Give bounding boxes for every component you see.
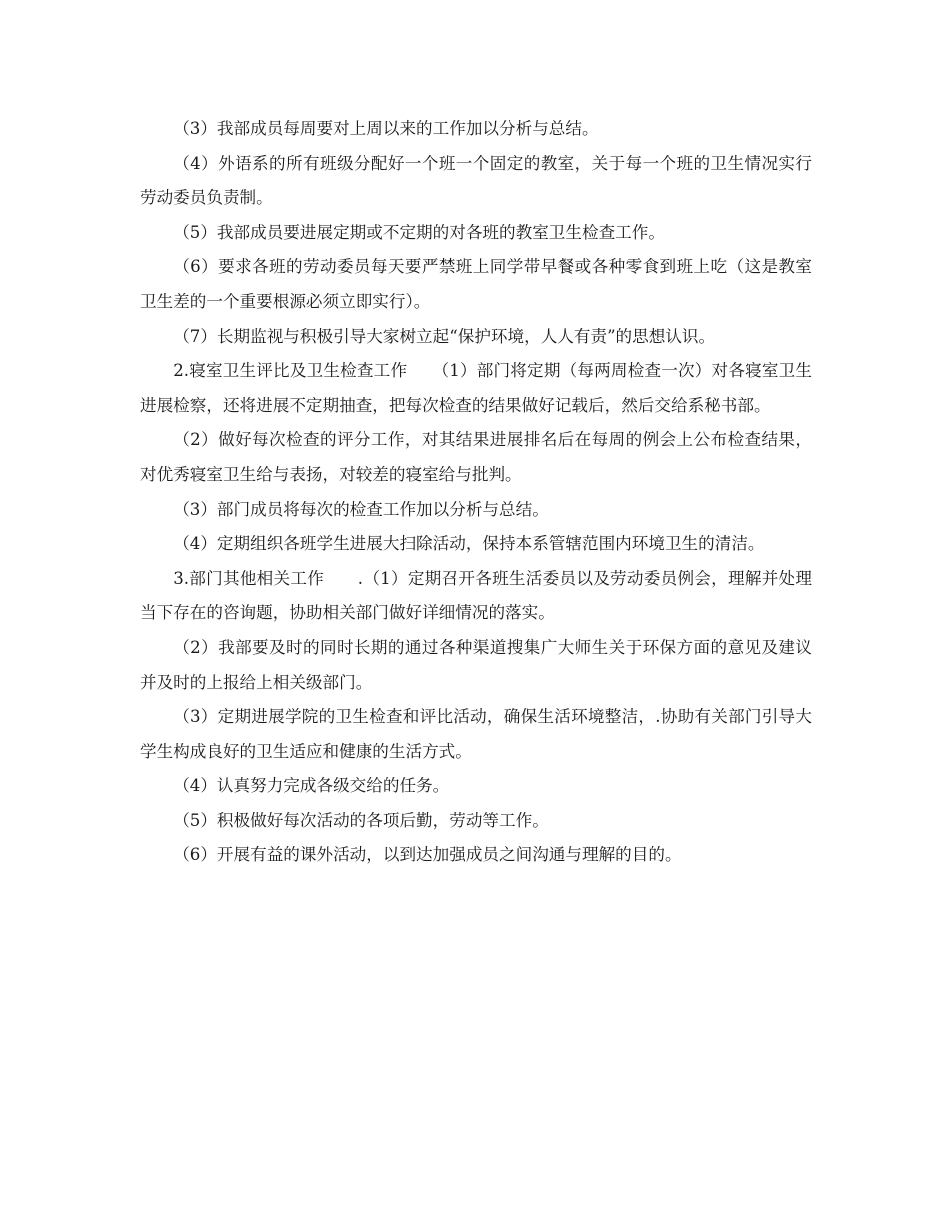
paragraph-9: （4）定期组织各班学生进展大扫除活动，保持本系管辖范围内环境卫生的清洁。 [173,534,765,554]
document-body [140,112,812,873]
paragraph-4: （6）要求各班的劳动委员每天要严禁班上同学带早餐或各种零食到班上吃（这是教室卫生差的一个重要根源必须立即实行）。 [140,257,812,311]
paragraph-7: （2）做好每次检查的评分工作，对其结果进展排名后在每周的例会上公布检查结果，对优秀寝室卫生给与表扬，对较差的寝室给与批判。 [140,430,812,484]
paragraph-11: （2）我部要及时的同时长期的通过各种渠道搜集广大师生关于环保方面的意见及建议并及时的上报给上相关级部门。 [140,637,812,692]
paragraph-14: （5）积极做好每次活动的各项后勤，劳动等工作。 [173,810,549,830]
paragraph-6: 2.寝室卫生评比及卫生检查工作 （1）部门将定期（每两周检查一次）对各寝室卫生进展检察，还将进展不定期抽查，把每次检查的结果做好记载后，然后交给系秘书部。 [140,361,812,415]
paragraph-8: （3）部门成员将每次的检查工作加以分析与总结。 [173,499,549,519]
paragraph-5: （7）长期监视与积极引导大家树立起“保护环境，人人有责”的思想认识。 [173,326,716,346]
paragraph-13: （4）认真努力完成各级交给的任务。 [173,776,450,796]
paragraph-12: （3）定期进展学院的卫生检查和评比活动，确保生活环境整洁，.协助有关部门引导大学生构成良好的卫生适应和健康的生活方式。 [140,707,812,761]
paragraph-3: （5）我部成员要进展定期或不定期的对各班的教室卫生检查工作。 [173,222,665,242]
paragraph-15: （6）开展有益的课外活动，以到达加强成员之间沟通与理解的目的。 [173,845,682,865]
paragraph-10: 3.部门其他相关工作 .（1）定期召开各班生活委员以及劳动委员例会，理解并处理当下存在的咨询题，协助相关部门做好详细情况的落实。 [140,568,812,623]
paragraph-2: （4）外语系的所有班级分配好一个班一个固定的教室，关于每一个班的卫生情况实行劳动委员负责制。 [140,153,812,208]
paragraph-1: （3）我部成员每周要对上周以来的工作加以分析与总结。 [173,119,599,138]
